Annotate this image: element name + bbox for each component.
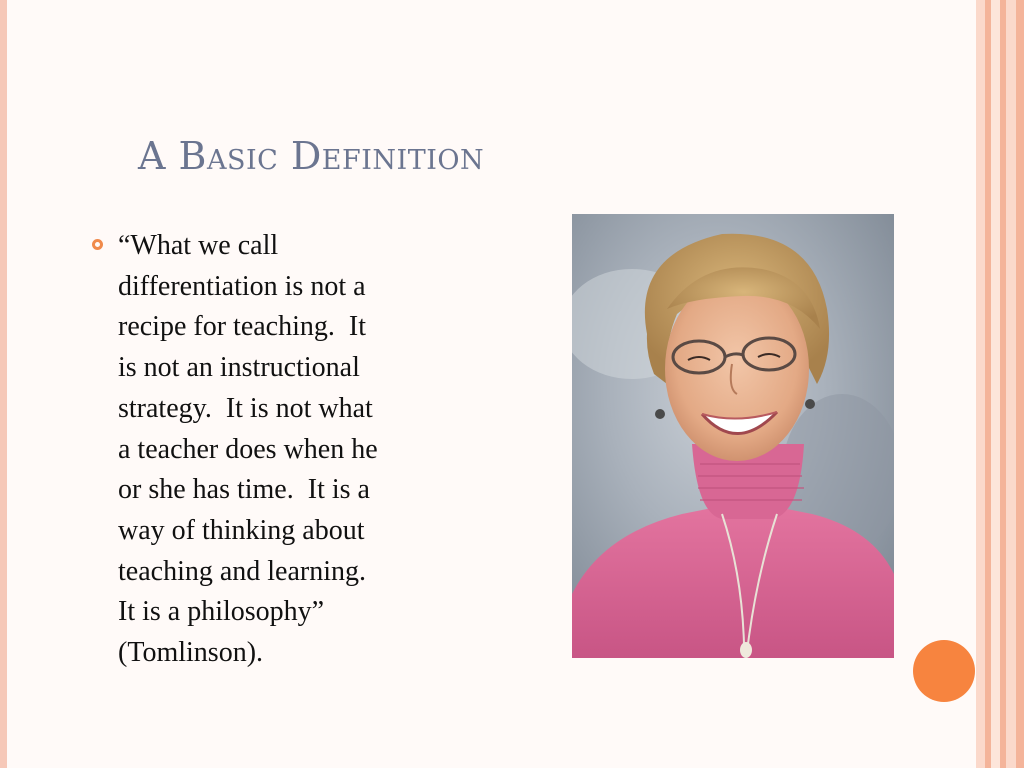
bullet-list [90, 226, 510, 674]
stripe [1006, 0, 1016, 768]
quote-text: “What we call differentiation is not a recipe for teaching. It is not an instructional strategy. It is not what a teacher does when he or she has time. It is a way of thinking about teaching and learning. It is a philosophy” (Tomlinson). [118, 230, 378, 669]
portrait-photo [572, 214, 894, 658]
orange-accent-circle [913, 640, 975, 702]
bullet-circle-icon [92, 239, 103, 250]
left-border [0, 0, 7, 768]
stripe [991, 0, 1000, 768]
bullet-item [90, 226, 510, 674]
right-stripe-border [976, 0, 1024, 768]
slide-title: A Basic Definition [138, 134, 485, 178]
stripe [1016, 0, 1024, 768]
stripe [976, 0, 985, 768]
